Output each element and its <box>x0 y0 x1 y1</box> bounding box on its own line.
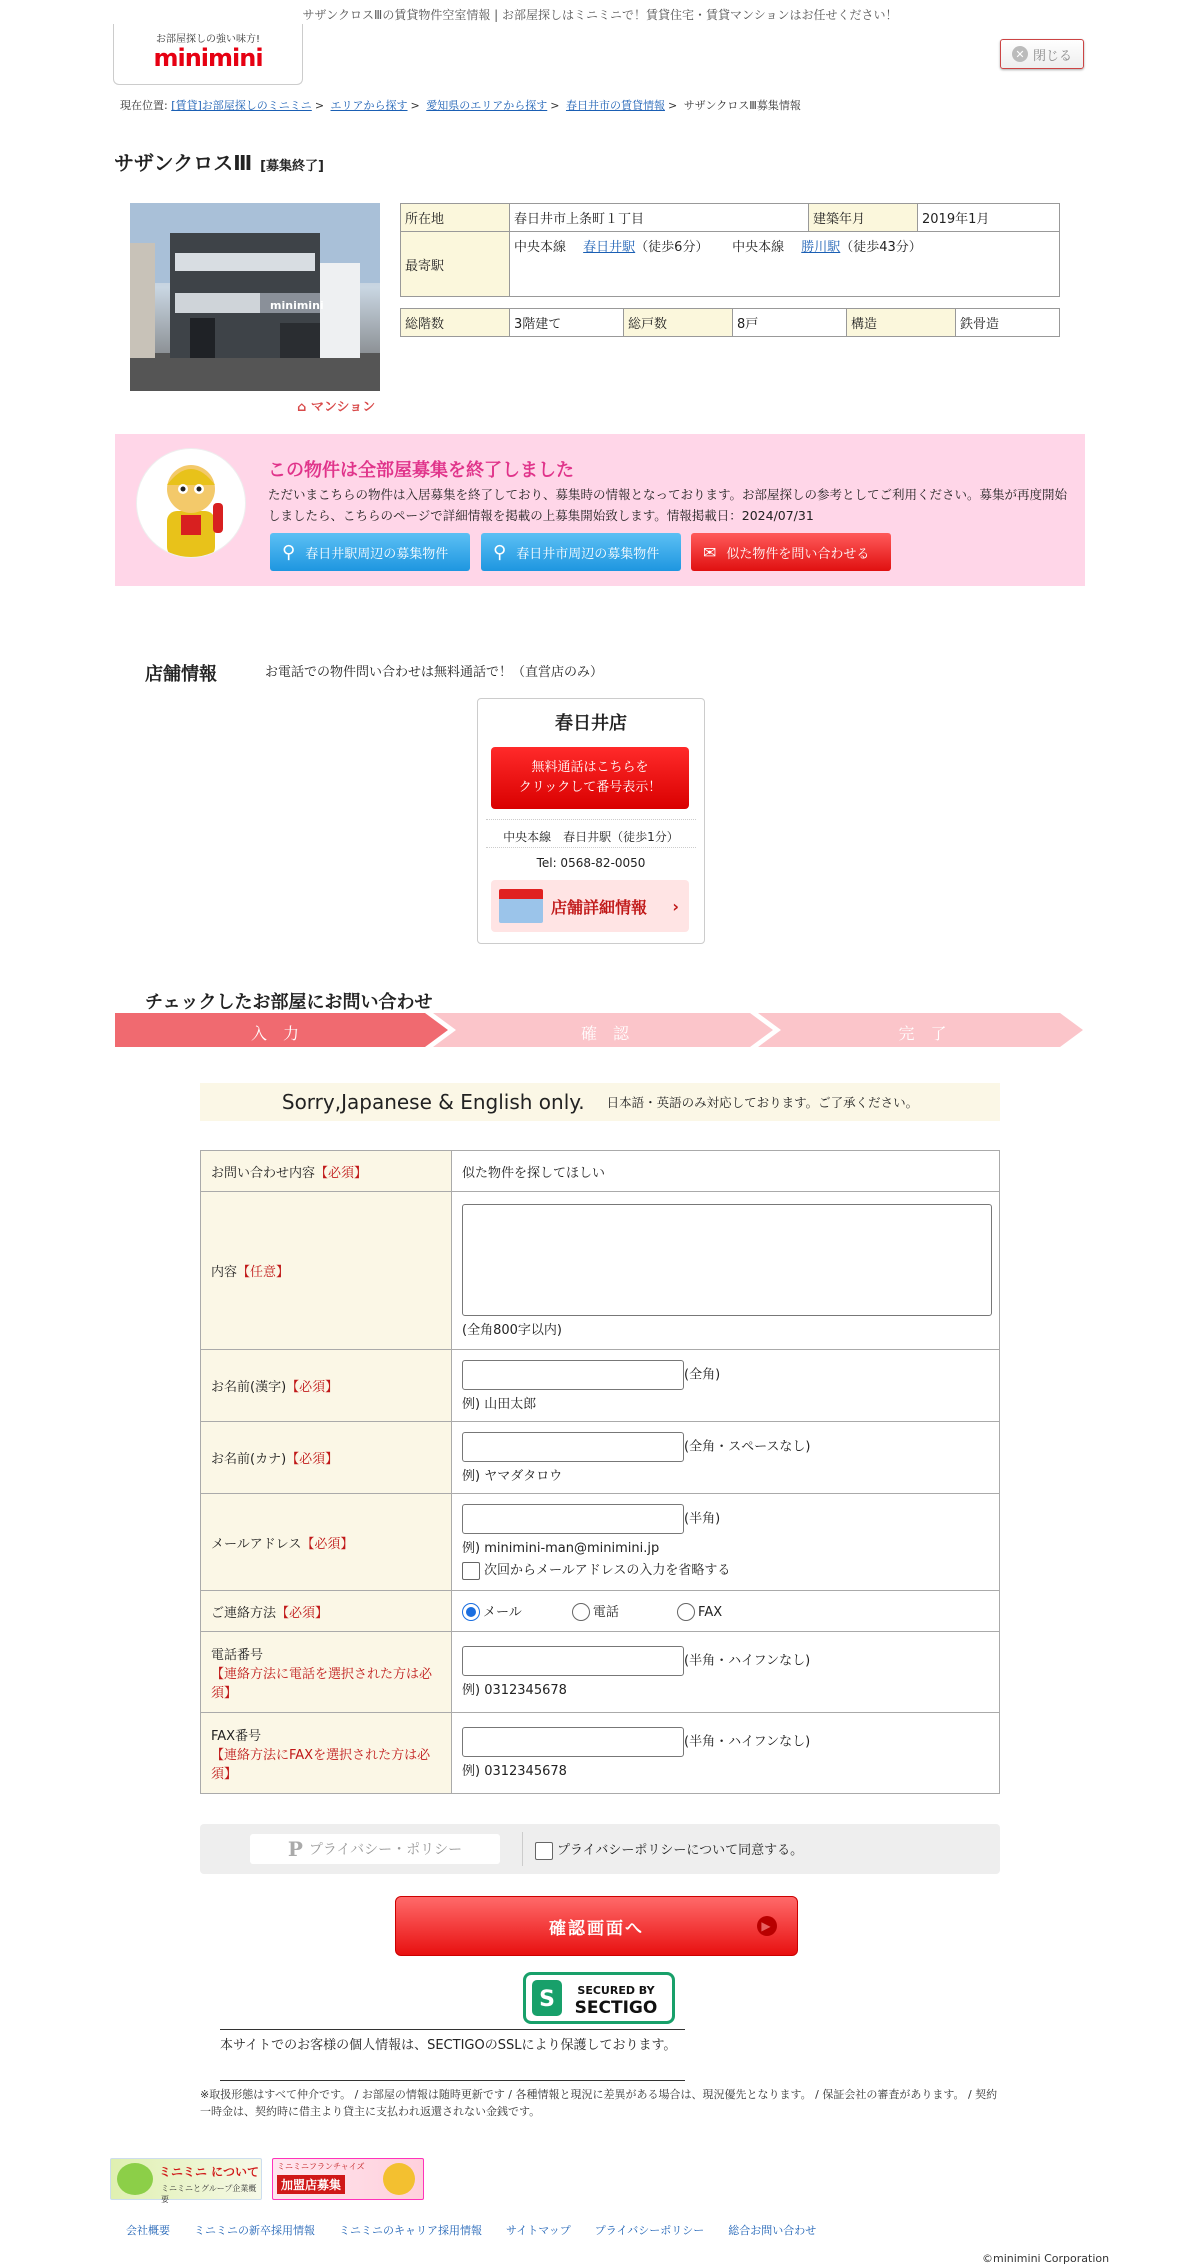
store-detail-button[interactable] <box>491 880 689 932</box>
mascot-icon <box>137 449 245 557</box>
name-kanji-input[interactable] <box>462 1360 684 1390</box>
remember-email-checkbox[interactable] <box>462 1562 480 1580</box>
breadcrumb: 現在位置: [賃貸]お部屋探しのミニミニ > エリアから探す > 愛知県のエリアから探す > 春日井市の賃貸情報 > サザンクロスⅢ募集情報 <box>120 99 801 112</box>
step-complete: 完 了 <box>898 1024 947 1043</box>
contact-option-mail: メール <box>483 1604 522 1620</box>
site-logo[interactable] <box>113 24 303 85</box>
contact-radio-mail[interactable] <box>462 1603 480 1621</box>
fax-label: FAX番号 【連絡方法にFAXを選択された方は必須】 <box>201 1713 452 1794</box>
about-minimini-banner[interactable] <box>110 2158 262 2204</box>
fc-mascot-icon <box>383 2163 415 2195</box>
building-image <box>130 203 380 391</box>
floors-value: 3階建て <box>510 309 624 337</box>
close-icon: ✕ <box>1012 46 1028 62</box>
store-heading: 店舗情報 <box>145 664 217 685</box>
arrow-right-icon: ▶ <box>757 1916 777 1936</box>
breadcrumb-link-kasugai[interactable]: 春日井市の賃貸情報 <box>565 99 665 112</box>
breadcrumb-link-area[interactable]: エリアから探す <box>330 99 408 112</box>
disclaimer: ※取扱形態はすべて仲介です。 / お部屋の情報は随時更新です / 各種情報と現況に差異がある場合は、現況優先となります。 / 保証会社の審査があります。 / 契約一時金は、契約時に借主より貸主に支払われ返還されない金銭です。 <box>200 2088 998 2118</box>
button-label: 似た物件を問い合わせる <box>726 546 870 562</box>
name-kana-suffix: (全角・スペースなし) <box>684 1439 811 1454</box>
breadcrumb-prefix: 現在位置: <box>120 99 168 112</box>
email-label: メールアドレス【必須】 <box>201 1494 452 1591</box>
phone-input[interactable] <box>462 1646 684 1676</box>
breadcrumb-current: サザンクロスⅢ募集情報 <box>683 99 801 112</box>
mascot-image <box>136 448 246 558</box>
store-note: お電話での物件問い合わせは無料通話で！（直営店のみ） <box>265 665 604 680</box>
privacy-agree-checkbox[interactable] <box>535 1842 553 1860</box>
sectigo-shield-icon <box>526 1975 672 2021</box>
store-card <box>477 698 705 944</box>
similar-inquiry-button[interactable] <box>691 533 891 571</box>
house-icon: ⌂ <box>297 400 307 415</box>
page-title <box>114 147 324 176</box>
contact-radio-phone[interactable] <box>572 1603 590 1621</box>
logo-brand: minimini <box>153 44 263 72</box>
email-example: 例) minimini-man@minimini.jp <box>462 1541 660 1557</box>
store-tel: Tel: 0568-82-0050 <box>486 847 696 870</box>
station-walk: （徒歩6分） <box>635 240 702 255</box>
step-confirm: 確 認 <box>580 1024 629 1043</box>
fc-banner-main: 加盟店募集 <box>277 2175 345 2194</box>
name-kanji-suffix: (全角) <box>684 1367 721 1382</box>
call-line-1: 無料通話はこちらを <box>531 760 649 775</box>
contact-radio-fax[interactable] <box>677 1603 695 1621</box>
map-pin-icon: ⚲ <box>493 541 507 563</box>
property-info-table <box>400 203 1060 297</box>
station-label: 最寄駅 <box>401 232 510 297</box>
station-line: 中央本線 <box>514 240 567 255</box>
property-photo <box>130 203 380 391</box>
built-label: 建築年月 <box>809 204 918 232</box>
footer-link-company[interactable]: 会社概要 <box>126 2224 170 2237</box>
sectigo-name: SECTIGO <box>574 1998 658 2018</box>
structure-value: 鉄骨造 <box>956 309 1060 337</box>
nearby-station-listings-button[interactable] <box>270 533 470 571</box>
confirm-button-label: 確認画面へ <box>549 1918 644 1939</box>
status-badge: [募集終了] <box>260 159 324 174</box>
floors-label: 総階数 <box>401 309 510 337</box>
footer-link-career[interactable]: ミニミニのキャリア採用情報 <box>339 2224 482 2237</box>
phone-example: 例) 0312345678 <box>462 1683 567 1698</box>
franchise-banner[interactable] <box>272 2158 424 2200</box>
divider <box>220 2029 685 2030</box>
footer-links <box>126 2222 816 2238</box>
privacy-button-label: プライバシー・ポリシー <box>308 1842 463 1858</box>
button-label: 春日井駅周辺の募集物件 <box>305 546 449 562</box>
content-textarea[interactable] <box>462 1204 992 1316</box>
breadcrumb-link-aichi[interactable]: 愛知県のエリアから探す <box>426 99 548 112</box>
chevron-right-icon: › <box>672 896 679 916</box>
footer-link-privacy[interactable]: プライバシーポリシー <box>594 2224 705 2237</box>
about-banner-title: ミニミニ について <box>159 2165 259 2179</box>
footer-link-sitemap[interactable]: サイトマップ <box>506 2224 571 2237</box>
name-kanji-example: 例) 山田太郎 <box>462 1396 537 1412</box>
call-line-2: クリックして番号表示！ <box>518 780 662 795</box>
fax-suffix: (半角・ハイフンなし) <box>684 1734 811 1750</box>
privacy-p-icon: P <box>287 1837 303 1861</box>
close-button-label: 閉じる <box>1032 48 1072 64</box>
name-kanji-label: お名前(漢字)【必須】 <box>201 1350 452 1422</box>
station-line: 中央本線 <box>732 240 785 255</box>
step-input: 入 力 <box>250 1024 299 1043</box>
confirm-button[interactable] <box>395 1896 798 1956</box>
inquiry-heading: チェックしたお部屋にお問い合わせ <box>145 992 433 1013</box>
nearby-city-listings-button[interactable] <box>481 533 681 571</box>
inquiry-type-label: お問い合わせ内容【必須】 <box>201 1151 452 1192</box>
remember-email-label: 次回からメールアドレスの入力を省略する <box>484 1563 731 1579</box>
property-name: サザンクロスⅢ <box>114 151 253 175</box>
phone-label: 電話番号 【連絡方法に電話を選択された方は必須】 <box>201 1632 452 1713</box>
store-name: 春日井店 <box>555 713 627 734</box>
footer-link-new-grad[interactable]: ミニミニの新卒採用情報 <box>194 2224 315 2237</box>
inquiry-form <box>200 1150 1000 1794</box>
store-access: 中央本線 春日井駅（徒歩1分） <box>486 819 696 845</box>
button-label: 春日井市周辺の募集物件 <box>516 546 660 562</box>
store-building-icon <box>499 889 543 923</box>
site-description: サザンクロスⅢの賃貸物件空室情報 | お部屋探しはミニミニで！賃貸住宅・賃貸マンションはお任せください！ <box>302 8 898 22</box>
fc-banner-top: ミニミニフランチャイズ <box>277 2162 365 2171</box>
structure-label: 構造 <box>847 309 956 337</box>
language-notice-jp: 日本語・英語のみ対応しております。ご了承ください。 <box>606 1095 919 1110</box>
progress-steps <box>115 1013 1085 1047</box>
fax-input[interactable] <box>462 1727 684 1757</box>
footer-link-contact[interactable]: 総合お問い合わせ <box>728 2224 817 2237</box>
fax-example: 例) 0312345678 <box>462 1764 567 1779</box>
store-detail-label: 店舗詳細情報 <box>551 897 648 917</box>
location-value: 春日井市上条町１丁目 <box>510 204 809 232</box>
privacy-policy-button[interactable] <box>250 1834 500 1864</box>
about-banner-icon <box>117 2163 153 2195</box>
email-input[interactable] <box>462 1504 684 1534</box>
phone-suffix: (半角・ハイフンなし) <box>684 1653 811 1669</box>
station-link-kachigawa[interactable]: 勝川駅 <box>801 240 841 255</box>
content-label: 内容【任意】 <box>201 1192 452 1350</box>
building-info-table <box>400 308 1060 337</box>
svg-text:S: S <box>539 1987 555 2012</box>
inquiry-type-value: 似た物件を探してほしい <box>452 1151 1000 1192</box>
property-type-label: マンション <box>310 400 376 415</box>
photo-sign: minimini <box>270 299 324 312</box>
language-notice <box>200 1083 1000 1121</box>
language-notice-en: Sorry,Japanese & English only. <box>281 1090 585 1114</box>
units-value: 8戸 <box>733 309 847 337</box>
free-call-button[interactable] <box>491 747 689 809</box>
email-suffix: (半角) <box>684 1511 721 1527</box>
map-pin-icon: ⚲ <box>282 541 296 563</box>
mail-icon: ✉ <box>703 542 717 562</box>
content-note: (全角800字以内) <box>462 1322 562 1338</box>
units-label: 総戸数 <box>624 309 733 337</box>
sectigo-badge[interactable] <box>523 1972 675 2024</box>
privacy-agree-label: プライバシーポリシーについて同意する。 <box>557 1843 804 1858</box>
sectigo-top: SECURED BY <box>577 1984 655 1997</box>
built-value: 2019年1月 <box>918 204 1060 232</box>
divider <box>220 2080 685 2081</box>
ended-text: ただいまこちらの物件は入居募集を終了しており、募集時の情報となっております。お部屋探しの参考としてご利用ください。募集が再度開始しましたら、こちらのページで詳細情報を掲載の上募集開始致します。情報掲載日：2024/07/31 <box>268 487 1068 523</box>
logo-tagline: お部屋探しの強い味方! <box>155 34 260 45</box>
breadcrumb-link-home[interactable]: [賃貸]お部屋探しのミニミニ <box>171 99 312 112</box>
privacy-bar <box>200 1824 1000 1874</box>
name-kana-input[interactable] <box>462 1432 684 1462</box>
ssl-note: 本サイトでのお客様の個人情報は、SECTIGOのSSLにより保護しております。 <box>220 2038 677 2053</box>
copyright: ©minimini Corporation <box>982 2252 1110 2265</box>
station-walk: （徒歩43分） <box>840 240 922 255</box>
contact-option-phone: 電話 <box>592 1604 619 1620</box>
location-label: 所在地 <box>401 204 510 232</box>
station-link-kasugai[interactable]: 春日井駅 <box>583 240 636 255</box>
name-kana-example: 例) ヤマダタロウ <box>462 1468 563 1484</box>
contact-method-label: ご連絡方法【必須】 <box>201 1591 452 1632</box>
contact-option-fax: FAX <box>698 1604 723 1620</box>
close-button[interactable] <box>1000 39 1084 69</box>
station-value <box>510 232 1060 297</box>
about-banner-sub: ミニミニとグループ企業概要 <box>161 2184 257 2204</box>
property-type <box>297 396 375 415</box>
ended-title: この物件は全部屋募集を終了しました <box>268 460 574 481</box>
name-kana-label: お名前(カナ)【必須】 <box>201 1422 452 1494</box>
